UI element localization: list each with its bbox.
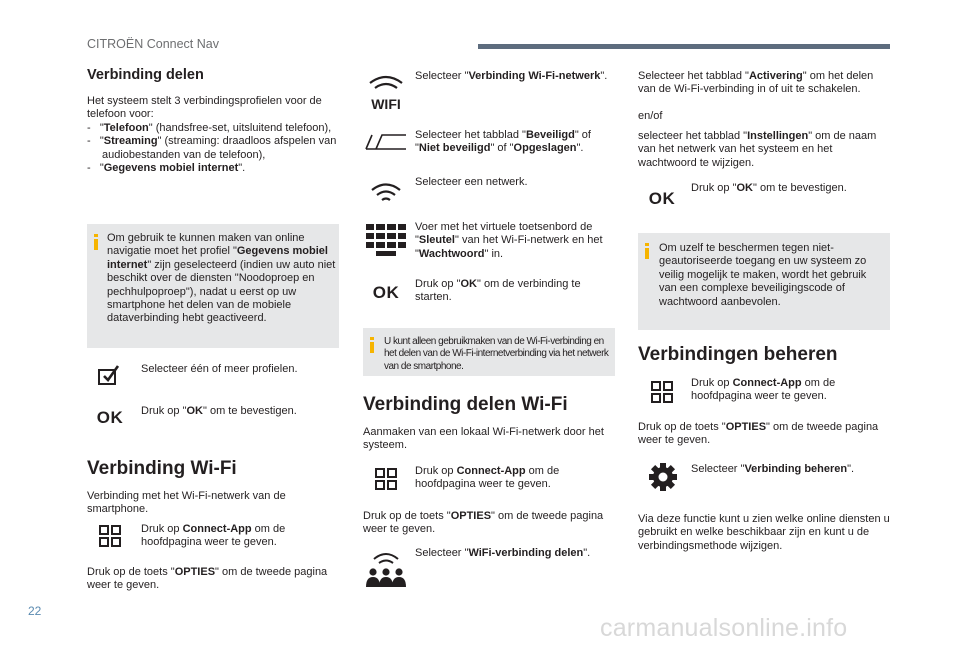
info-box-wifi-sharing [363,328,615,376]
step-activation-tab: Selecteer het tabblad "Activering" om het delen van de Wi-Fi-verbinding in of uit te schakelen. [638,70,874,96]
list-item: - "Telefoon" (handsfree-set, uitsluitend telefoon), [87,121,332,134]
wifi-icon [364,71,408,111]
step-select-profiles: Selecteer één of meer profielen. [141,363,298,375]
info-text: U kunt alleen gebruikmaken van de Wi-Fi-verbinding en het delen van de Wi-Fi-internetverbinding via het netwerk van de smartphone. [384,336,609,372]
page-number: 22 [28,604,42,618]
keyboard-icon [366,224,406,256]
wifi-share-users-icon [364,549,408,589]
step-select-manage: Selecteer "Verbinding beheren". [691,463,855,475]
checkbox-icon [94,363,124,387]
info-text: Om gebruik te kunnen maken van online navigatie moet het profiel "Gegevens mobiel internet" zijn geselecteerd (indien uw auto niet beschikt over de diensten "Noodoproep en pechhulpoproep"), nadat u eerst op uw smartphone het delen van de mobiele dataverbinding hebt geactiveerd. [107,232,336,325]
tab-icon [364,132,408,152]
col1-intro-block [87,95,337,175]
step-press-ok: Druk op "OK" om te bevestigen. [141,405,297,417]
heading-verbinding-delen-wifi: Verbinding delen Wi-Fi [363,394,568,415]
profile-list [87,122,337,176]
step-options: Druk op de toets "OPTIES" om de tweede pagina weer te geven. [638,421,879,447]
info-box-online-navigation [87,224,339,348]
heading-verbinding-wifi: Verbinding Wi-Fi [87,458,237,479]
step-press-ok-start: Druk op "OK" om de verbinding te starten. [415,278,581,304]
header-bar [478,44,890,49]
info-icon [645,243,649,259]
ok-icon: OK [96,408,124,427]
heading-verbinding-delen: Verbinding delen [87,67,204,83]
wifi-signal-icon [366,180,406,208]
grid-apps-icon [650,380,674,404]
info-box-security [638,233,890,330]
wifi-label: WIFI [371,96,401,111]
list-item: - "Gegevens mobiel internet". [87,162,246,175]
list-item: - "Streaming" (streaming: draadloos afspelen van audiobestanden van de telefoon), [87,135,337,161]
step-select-network: Selecteer een netwerk. [415,176,528,188]
step-options: Druk op de toets "OPTIES" om de tweede pagina weer te geven. [363,510,604,536]
info-text: Om uzelf te beschermen tegen niet-geautoriseerde toegang en uw systeem zo veilig mogelijk te maken, wordt het gebruik van een complexe beveiligingscode of wachtwoord aanbevolen. [659,242,867,308]
wifi-intro: Verbinding met het Wi-Fi-netwerk van de smartphone. [87,490,286,516]
step-connect-app: Druk op Connect-App om de hoofdpagina weer te geven. [141,523,286,549]
heading-verbindingen-beheren: Verbindingen beheren [638,344,838,365]
share-intro: Aanmaken van een lokaal Wi-Fi-netwerk door het systeem. [363,426,604,452]
ok-icon: OK [648,189,676,208]
settings-gear-icon [646,460,680,494]
step-enter-key: Voer met het virtuele toetsenbord de "Sleutel" van het Wi-Fi-netwerk en het "Wachtwoord" in. [415,221,603,260]
manage-description: Via deze functie kunt u zien welke online diensten u gebruikt en welke beschikbaar zijn en kunt u de verbindingsmethode wijzigen. [638,513,890,552]
step-press-ok: Druk op "OK" om te bevestigen. [691,182,847,194]
grid-apps-icon [98,524,122,548]
grid-apps-icon [374,467,398,491]
and-or-text: en/of [638,110,663,122]
intro-text: Het systeem stelt 3 verbindingsprofielen voor de telefoon voor: [87,95,322,121]
step-connect-app: Druk op Connect-App om de hoofdpagina weer te geven. [415,465,560,491]
step-select-tab: Selecteer het tabblad "Beveiligd" of "Niet beveiligd" of "Opgeslagen". [415,129,591,155]
step-select-wifi-network: Selecteer "Verbinding Wi-Fi-netwerk". [415,70,608,82]
watermark: carmanualsonline.info [600,614,848,642]
ok-icon: OK [372,283,400,302]
step-settings-tab: selecteer het tabblad "Instellingen" om de naam van het netwerk van het systeem en het wachtwoord te wijzigen. [638,130,877,169]
step-select-wifi-share: Selecteer "WiFi-verbinding delen". [415,547,591,559]
step-options: Druk op de toets "OPTIES" om de tweede pagina weer te geven. [87,566,328,592]
header-title: CITROËN Connect Nav [87,37,219,51]
info-icon [370,337,374,353]
step-connect-app: Druk op Connect-App om de hoofdpagina weer te geven. [691,377,836,403]
info-icon [94,234,98,250]
